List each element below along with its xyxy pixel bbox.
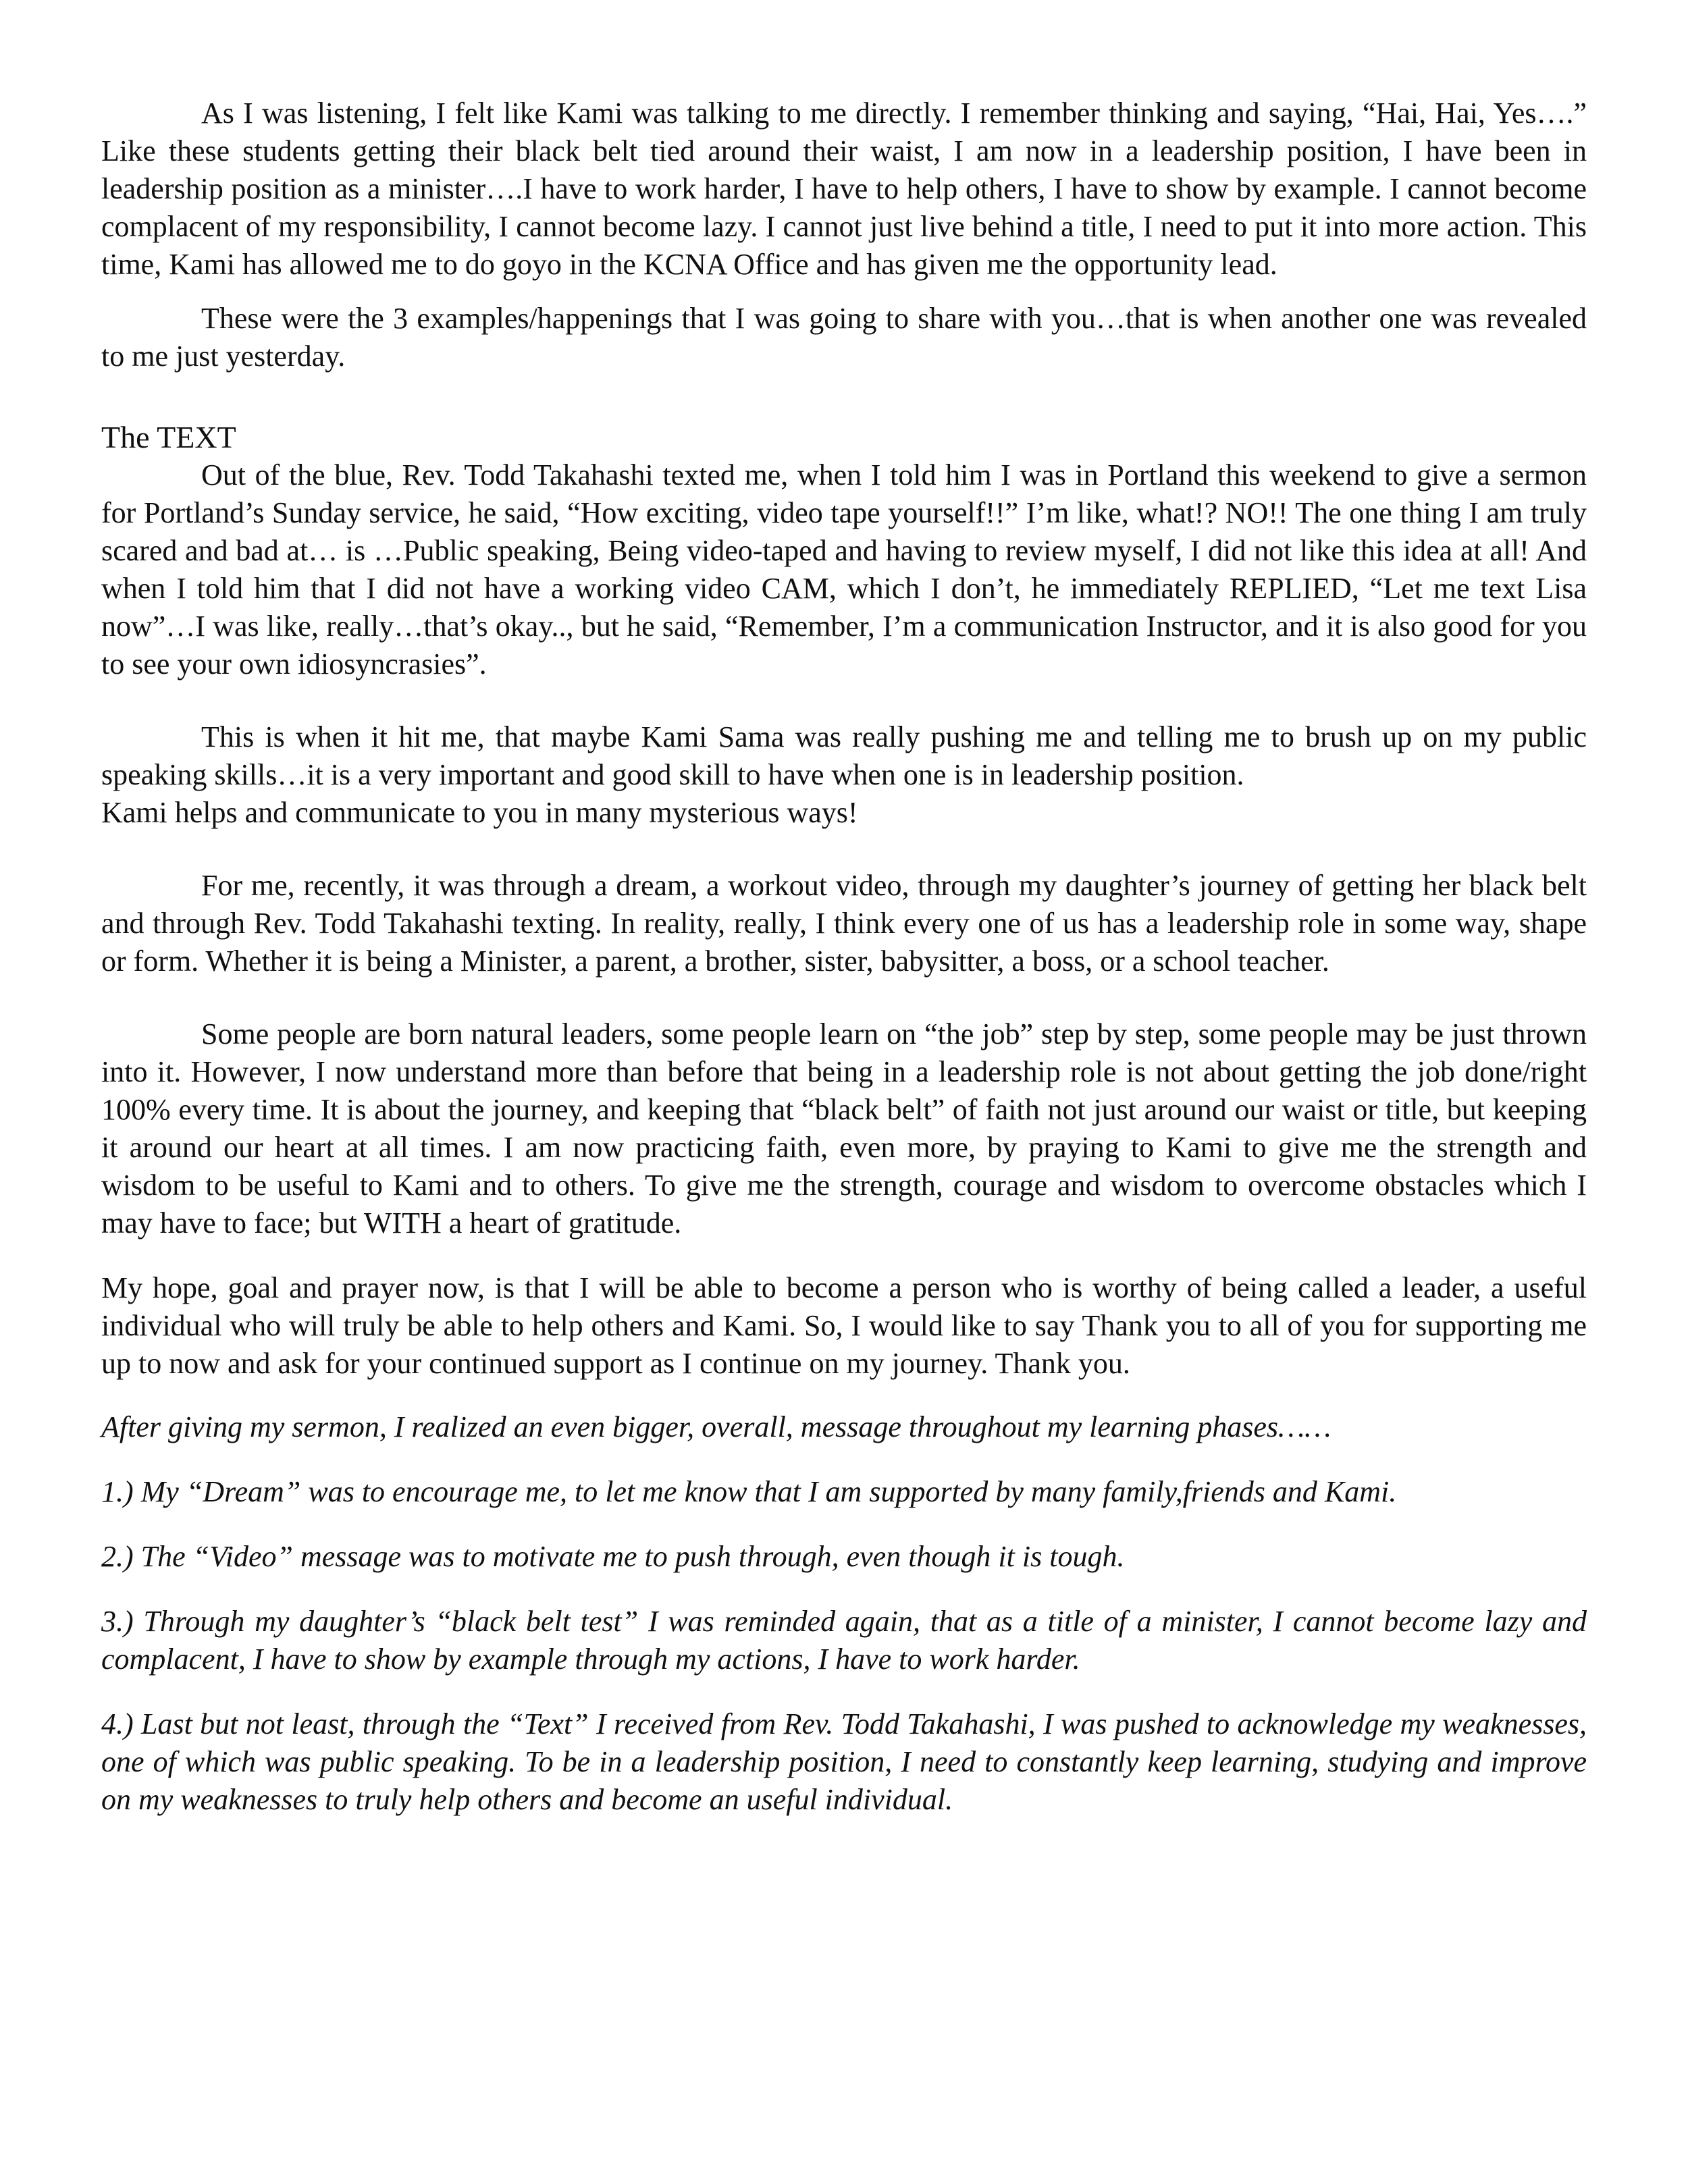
list-item-text-message: 4.) Last but not least, through the “Text” I received from Rev. Todd Takahashi, I was pushed to acknowledge my weaknesses, one of which was public speaking. To be in a leadership position, I need to constantly keep learning, studying and improve on my weaknesses to truly help others and become an useful individual. bbox=[101, 1707, 1587, 1816]
paragraph-mysterious-ways: Kami helps and communicate to you in many mysterious ways! bbox=[101, 796, 858, 829]
list-item-black-belt-test: 3.) Through my daughter’s “black belt test” I was reminded again, that as a title of a minister, I cannot become lazy and complacent, I have to show by example through my actions, I have to work harder. bbox=[101, 1605, 1587, 1676]
paragraph-three-examples: These were the 3 examples/happenings that I was going to share with you…that is when another one was revealed to me just yesterday. bbox=[101, 302, 1587, 373]
paragraph-public-speaking: This is when it hit me, that maybe Kami Sama was really pushing me and telling me to brush up on my public speaking skills…it is a very important and good skill to have when one is in leadership position. bbox=[101, 720, 1587, 791]
paragraph-leadership-roles: For me, recently, it was through a dream, a workout video, through my daughter’s journey of getting her black belt and through Rev. Todd Takahashi texting. In reality, really, I think every one of us has a leadership role in some way, shape or form. Whether it is being a Minister, a parent, a brother, sister, babysitter, a boss, or a school teacher. bbox=[101, 869, 1587, 978]
sermon-page bbox=[101, 95, 1587, 1819]
paragraph-text-message-story: Out of the blue, Rev. Todd Takahashi texted me, when I told him I was in Portland this weekend to give a sermon for Portland’s Sunday service, he said, “How exciting, video tape yourself!!” I’m like, what!? NO!! The one thing I am truly scared and bad at… is …Public speaking, Being video-taped and having to review myself, I did not like this idea at all! And when I told him that I did not have a working video CAM, which I don’t, he immediately REPLIED, “Let me text Lisa now”…I was like, really…that’s okay.., but he said, “Remember, I’m a communication Instructor, and it is also good for you to see your own idiosyncrasies”. bbox=[101, 458, 1587, 681]
paragraph-natural-leaders: Some people are born natural leaders, some people learn on “the job” step by step, some people may be just thrown into it. However, I now understand more than before that being in a leadership role is not about getting the job done/right 100% every time. It is about the journey, and keeping that “black belt” of faith not just around our waist or title, but keeping it around our heart at all times. I am now practicing faith, even more, by praying to Kami to give me the strength and wisdom to be useful to Kami and to others. To give me the strength, courage and wisdom to overcome obstacles which I may have to face; but WITH a heart of gratitude. bbox=[101, 1017, 1587, 1240]
section-heading-the-text: The TEXT bbox=[101, 420, 236, 454]
paragraph-kami-listening: As I was listening, I felt like Kami was talking to me directly. I remember thinking and saying, “Hai, Hai, Yes….” Like these students getting their black belt tied around their waist, I am now in a leadership position, I have been in leadership position as a minister….I have to work harder, I have to help others, I have to show by example. I cannot become complacent of my responsibility, I cannot become lazy. I cannot just live behind a title, I need to put it into more action. This time, Kami has allowed me to do goyo in the KCNA Office and has given me the opportunity lead. bbox=[101, 97, 1587, 281]
list-item-dream: 1.) My “Dream” was to encourage me, to let me know that I am supported by many family,friends and Kami. bbox=[101, 1475, 1397, 1508]
paragraph-hope-goal-prayer: My hope, goal and prayer now, is that I will be able to become a person who is worthy of being called a leader, a useful individual who will truly be able to help others and Kami. So, I would like to say Thank you to all of you for supporting me up to now and ask for your continued support as I continue on my journey. Thank you. bbox=[101, 1271, 1587, 1380]
list-item-video: 2.) The “Video” message was to motivate me to push through, even though it is tough. bbox=[101, 1540, 1125, 1573]
paragraph-after-sermon: After giving my sermon, I realized an even bigger, overall, message throughout my learning phases…… bbox=[101, 1410, 1331, 1443]
